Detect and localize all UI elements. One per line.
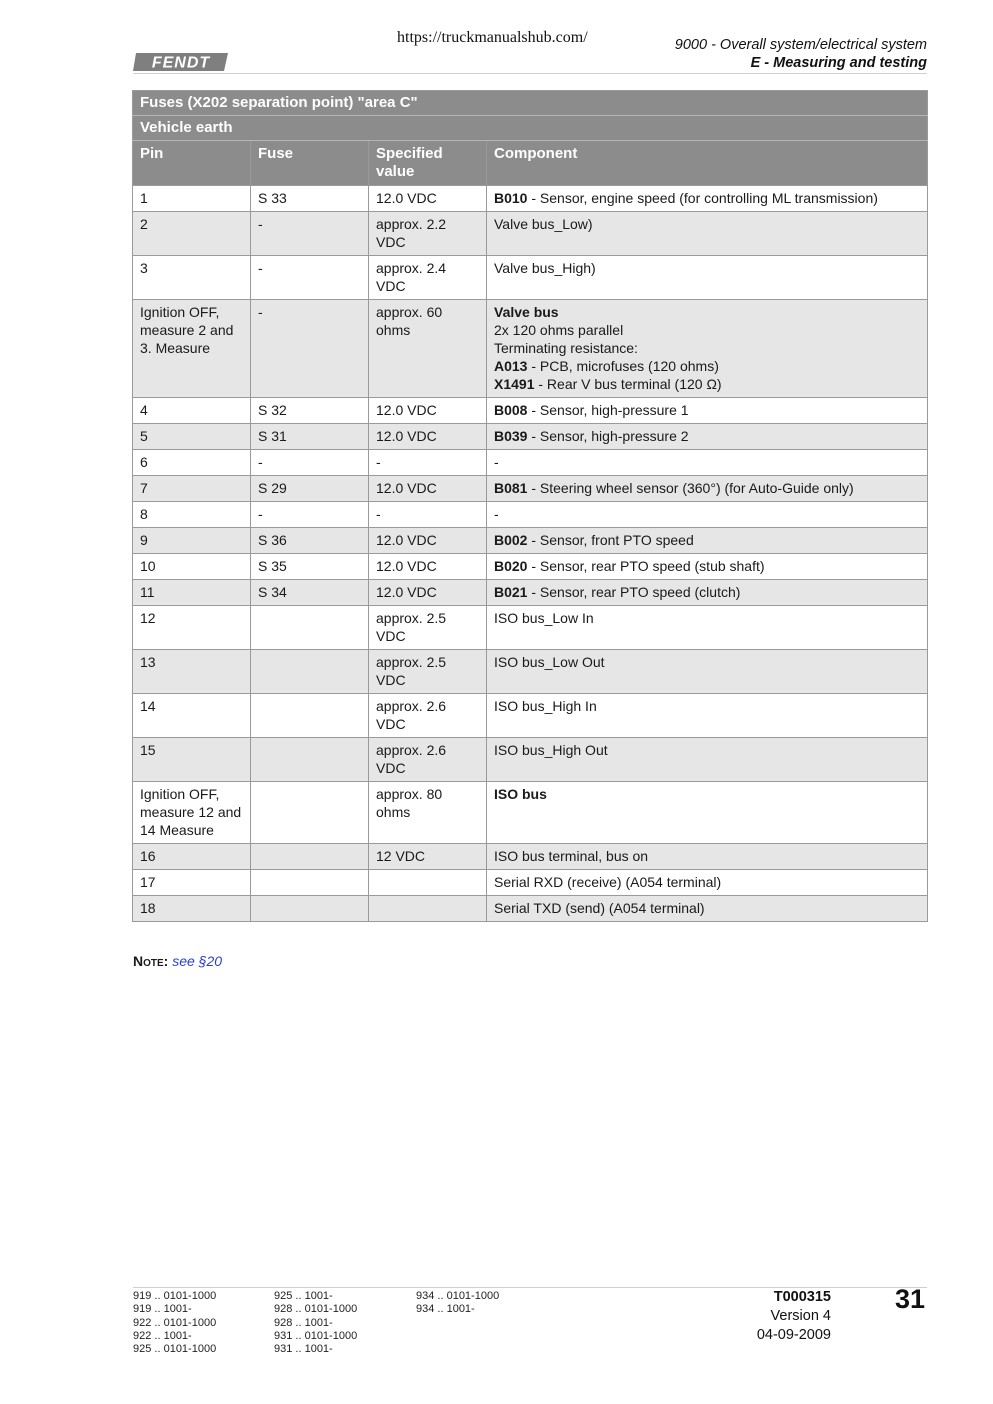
component-cell	[487, 738, 928, 782]
value-cell: 12.0 VDC	[369, 424, 487, 450]
system-line: 9000 - Overall system/electrical system	[674, 37, 927, 53]
table-subtitle: Vehicle earth	[133, 116, 928, 141]
model-range: 922 .. 0101-1000	[133, 1316, 217, 1329]
pin-cell: 11	[133, 580, 251, 606]
valve-bus-line: Terminating resistance:	[494, 340, 638, 356]
document-date: 04-09-2009	[756, 1327, 831, 1343]
table-row	[133, 528, 928, 554]
component-cell	[487, 502, 928, 528]
table-row	[133, 606, 928, 650]
value-cell	[369, 896, 487, 922]
model-range: 925 .. 1001-	[274, 1290, 333, 1302]
fuse-cell: -	[251, 450, 369, 476]
model-range: 928 .. 1001-	[274, 1316, 333, 1329]
note-link[interactable]: see §20	[172, 953, 223, 969]
pin-cell: 6	[133, 450, 251, 476]
fuse-cell	[251, 782, 369, 844]
fuse-cell: S 36	[251, 528, 369, 554]
page-header	[675, 36, 927, 72]
table-row	[133, 896, 928, 922]
component-desc: - Rear V bus terminal (120 Ω)	[534, 376, 722, 392]
column-header-pin: Pin	[133, 141, 251, 186]
source-url: https://truckmanualshub.com/	[397, 29, 588, 46]
pin-cell: 8	[133, 502, 251, 528]
note	[133, 953, 222, 969]
document-id-block	[757, 1288, 831, 1345]
table-row	[133, 844, 928, 870]
pin-cell: 7	[133, 476, 251, 502]
value-cell: approx. 2.6 VDC	[369, 694, 487, 738]
value-cell: approx. 2.2 VDC	[369, 212, 487, 256]
value-cell: approx. 80 ohms	[369, 782, 487, 844]
fendt-logo-text: FENDT	[151, 54, 211, 72]
model-range: 931 .. 0101-1000	[274, 1329, 358, 1342]
value-cell: 12.0 VDC	[369, 476, 487, 502]
table-row	[133, 476, 928, 502]
component-cell	[487, 554, 928, 580]
component-desc: ISO bus_Low In	[494, 610, 594, 626]
fuse-cell: S 35	[251, 554, 369, 580]
component-cell	[487, 186, 928, 212]
pin-cell: 5	[133, 424, 251, 450]
component-cell	[487, 782, 928, 844]
component-desc: - PCB, microfuses (120 ohms)	[527, 358, 719, 374]
component-cell	[487, 580, 928, 606]
pin-cell: 4	[133, 398, 251, 424]
column-header-fuse: Fuse	[251, 141, 369, 186]
pin-cell: 15	[133, 738, 251, 782]
model-range: 931 .. 1001-	[274, 1343, 333, 1356]
column-header-specified-value: Specified value	[369, 141, 487, 186]
fuse-cell: S 31	[251, 424, 369, 450]
value-cell: 12.0 VDC	[369, 398, 487, 424]
pin-cell: 1	[133, 186, 251, 212]
table-row	[133, 212, 928, 256]
pin-cell: 9	[133, 528, 251, 554]
footer-model-list	[274, 1290, 357, 1356]
pin-cell: 12	[133, 606, 251, 650]
model-range: 919 .. 1001-	[133, 1303, 192, 1316]
model-range: 934 .. 1001-	[416, 1303, 475, 1316]
component-cell	[487, 606, 928, 650]
component-code: B008	[494, 402, 528, 418]
fuse-cell	[251, 844, 369, 870]
component-code: B039	[494, 428, 528, 444]
value-cell: 12.0 VDC	[369, 186, 487, 212]
model-range: 922 .. 1001-	[133, 1329, 192, 1342]
table-row	[133, 782, 928, 844]
pin-cell: 18	[133, 896, 251, 922]
pin-cell: 2	[133, 212, 251, 256]
footer-model-list	[416, 1290, 499, 1317]
component-desc: - Sensor, rear PTO speed (stub shaft)	[527, 558, 765, 574]
value-cell: approx. 60 ohms	[369, 300, 487, 398]
fendt-logo	[133, 52, 229, 72]
value-cell: approx. 2.5 VDC	[369, 650, 487, 694]
component-desc: - Sensor, rear PTO speed (clutch)	[527, 584, 741, 600]
model-range: 928 .. 0101-1000	[274, 1303, 358, 1316]
pin-cell: 10	[133, 554, 251, 580]
component-cell	[487, 300, 928, 398]
pin-cell: 17	[133, 870, 251, 896]
model-range: 934 .. 0101-1000	[416, 1290, 500, 1302]
value-cell: approx. 2.5 VDC	[369, 606, 487, 650]
component-desc: ISO bus_High Out	[494, 742, 608, 758]
table-row	[133, 554, 928, 580]
component-desc: Valve bus_High)	[494, 260, 596, 276]
valve-bus-heading: Valve bus	[494, 304, 559, 320]
fuse-cell: -	[251, 256, 369, 300]
value-cell: approx. 2.4 VDC	[369, 256, 487, 300]
value-cell: 12.0 VDC	[369, 554, 487, 580]
component-desc: ISO bus_High In	[494, 698, 597, 714]
pin-cell: 3	[133, 256, 251, 300]
component-code: X1491	[494, 376, 535, 392]
fuse-cell: -	[251, 300, 369, 398]
component-cell	[487, 528, 928, 554]
pin-cell: 14	[133, 694, 251, 738]
component-cell	[487, 212, 928, 256]
value-cell: 12.0 VDC	[369, 580, 487, 606]
pin-cell: Ignition OFF, measure 2 and 3. Measure	[133, 300, 251, 398]
component-code: A013	[494, 358, 528, 374]
component-cell	[487, 844, 928, 870]
fuse-cell: -	[251, 212, 369, 256]
value-cell: -	[369, 502, 487, 528]
column-header-component: Component	[487, 141, 928, 186]
model-range: 925 .. 0101-1000	[133, 1343, 217, 1356]
table-row	[133, 450, 928, 476]
component-desc: -	[494, 506, 499, 522]
pin-cell: Ignition OFF, measure 12 and 14 Measure	[133, 782, 251, 844]
component-code: B010	[494, 190, 528, 206]
component-cell	[487, 476, 928, 502]
fuse-cell: S 34	[251, 580, 369, 606]
component-desc: - Steering wheel sensor (360°) (for Auto-Guide only)	[527, 480, 854, 496]
section-line: E - Measuring and testing	[750, 55, 927, 71]
component-desc: Serial TXD (send) (A054 terminal)	[494, 900, 705, 916]
pin-cell: 13	[133, 650, 251, 694]
component-cell	[487, 450, 928, 476]
table-row	[133, 300, 928, 398]
value-cell: approx. 2.6 VDC	[369, 738, 487, 782]
component-cell	[487, 398, 928, 424]
document-id: T000315	[773, 1289, 831, 1305]
component-cell	[487, 650, 928, 694]
component-code: B021	[494, 584, 528, 600]
table-title: Fuses (X202 separation point) "area C"	[133, 91, 928, 116]
fuse-cell	[251, 870, 369, 896]
fuse-cell	[251, 694, 369, 738]
component-cell	[487, 424, 928, 450]
component-code: B002	[494, 532, 528, 548]
header-divider	[133, 73, 927, 74]
component-desc: - Sensor, high-pressure 1	[527, 402, 689, 418]
model-range: 919 .. 0101-1000	[133, 1290, 217, 1302]
fuse-table	[132, 90, 928, 922]
fuse-cell: S 33	[251, 186, 369, 212]
table-row	[133, 580, 928, 606]
table-row	[133, 502, 928, 528]
value-cell: 12.0 VDC	[369, 528, 487, 554]
component-desc: Valve bus_Low)	[494, 216, 593, 232]
component-desc: -	[494, 454, 499, 470]
table-body	[133, 186, 928, 922]
fuse-cell: S 32	[251, 398, 369, 424]
table-row	[133, 424, 928, 450]
table-row	[133, 650, 928, 694]
component-desc: - Sensor, engine speed (for controlling ML transmission)	[527, 190, 878, 206]
value-cell: -	[369, 450, 487, 476]
component-cell	[487, 694, 928, 738]
fuse-cell	[251, 606, 369, 650]
valve-bus-item	[494, 357, 920, 375]
component-desc: ISO bus_Low Out	[494, 654, 605, 670]
component-desc: ISO bus terminal, bus on	[494, 848, 649, 864]
component-desc: - Sensor, front PTO speed	[527, 532, 694, 548]
document-version: Version 4	[770, 1308, 831, 1324]
table-row	[133, 738, 928, 782]
note-label: Note:	[133, 953, 169, 969]
fuse-cell	[251, 650, 369, 694]
table-row	[133, 870, 928, 896]
fuse-cell: S 29	[251, 476, 369, 502]
fuse-cell	[251, 896, 369, 922]
component-code: ISO bus	[494, 786, 547, 802]
footer-model-list	[133, 1290, 216, 1356]
table-row	[133, 256, 928, 300]
table-row	[133, 398, 928, 424]
valve-bus-line: 2x 120 ohms parallel	[494, 322, 624, 338]
component-cell	[487, 870, 928, 896]
pin-cell: 16	[133, 844, 251, 870]
component-code: B020	[494, 558, 528, 574]
page-number: 31	[894, 1284, 925, 1314]
component-desc: - Sensor, high-pressure 2	[527, 428, 689, 444]
fuse-cell: -	[251, 502, 369, 528]
component-cell	[487, 896, 928, 922]
valve-bus-item	[494, 375, 920, 393]
component-code: B081	[494, 480, 528, 496]
fuse-cell	[251, 738, 369, 782]
component-cell	[487, 256, 928, 300]
table-row	[133, 694, 928, 738]
value-cell: 12 VDC	[369, 844, 487, 870]
table-row	[133, 186, 928, 212]
component-desc: Serial RXD (receive) (A054 terminal)	[494, 874, 722, 890]
value-cell	[369, 870, 487, 896]
